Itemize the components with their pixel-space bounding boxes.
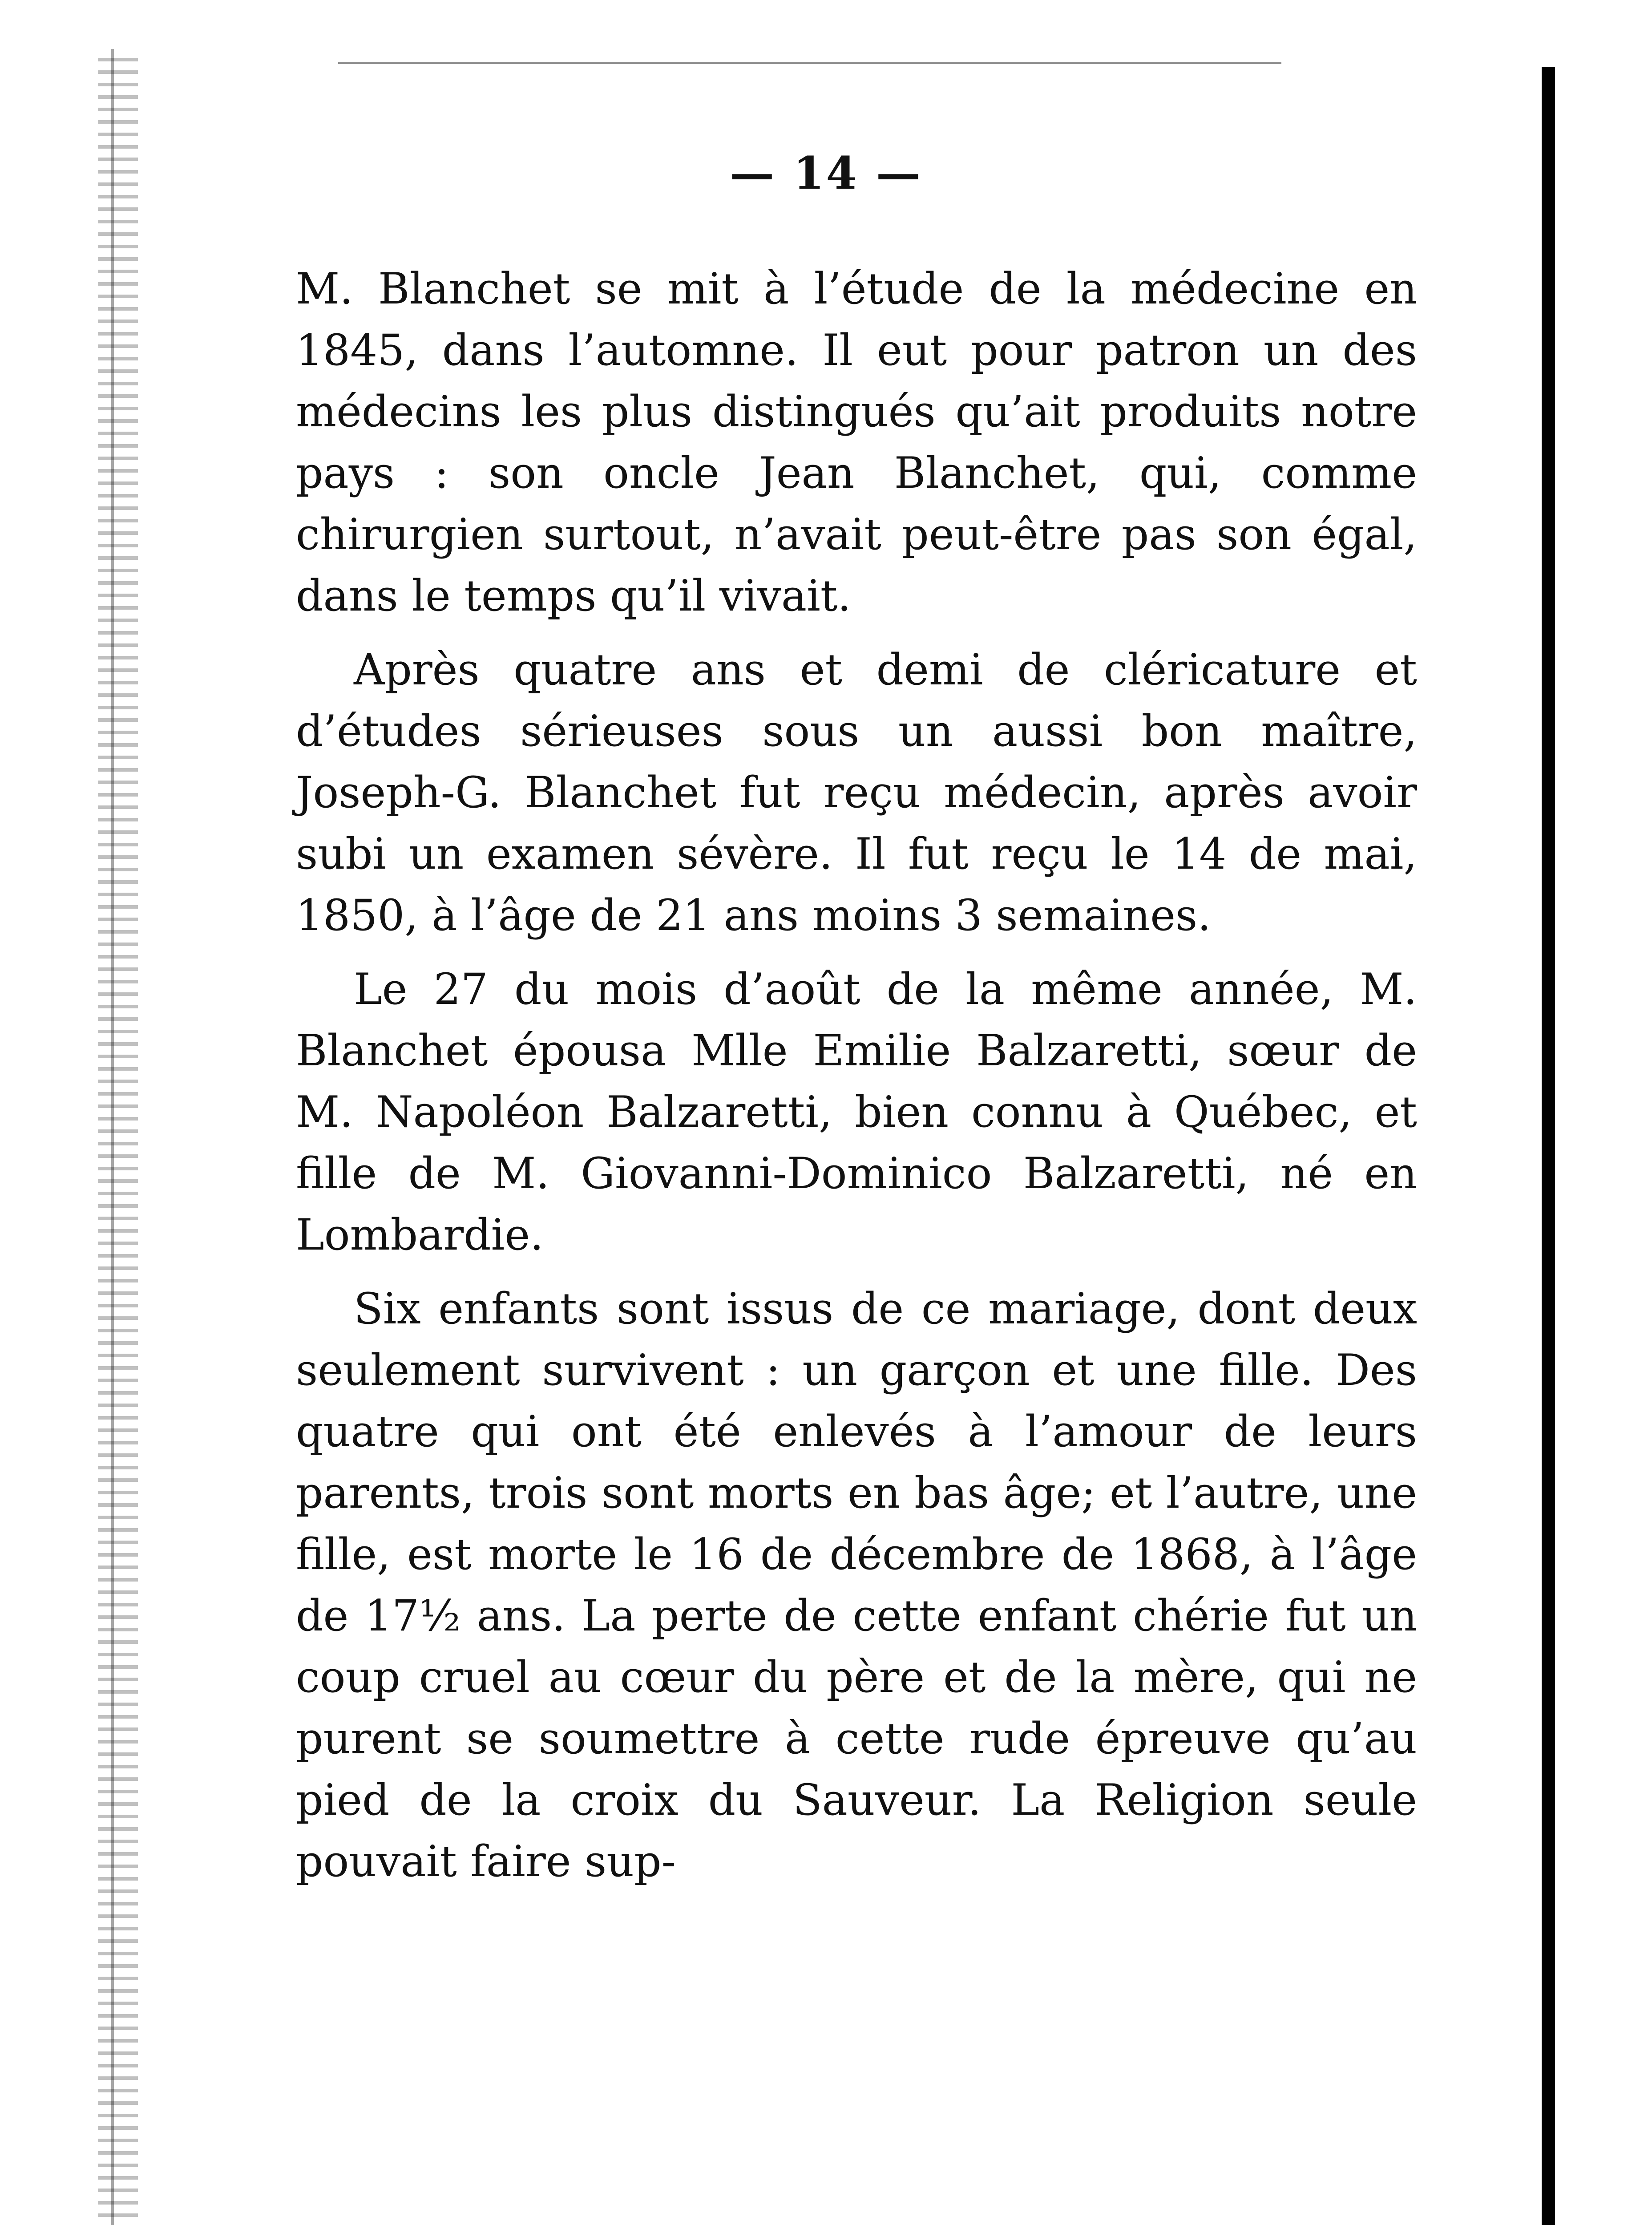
paragraph-2: Après quatre ans et demi de cléricature et d’études sérieuses sous un aussi bon maître, Joseph-G. Blanchet fut reçu médecin, après avoir subi un examen sévère. Il fut reçu le 14 de mai, 1850, à l’âge de 21 ans moins 3 semaines. (296, 645, 1417, 940)
right-scan-edge (1542, 67, 1555, 2225)
page-number: — 14 — (730, 147, 922, 199)
paragraph-4: Six enfants sont issus de ce mariage, dont deux seulement survivent : un garçon et une fille. Des quatre qui ont été enlevés à l’amour de leurs parents, trois sont morts en bas âge; et l’autre, une fille, est morte le 16 de décembre de 1868, à l’âge de 17½ ans. La perte de cette enfant chérie fut un coup cruel au cœur du père et de la mère, qui ne purent se soumettre à cette rude épreuve qu’au pied de la croix du Sauveur. La Religion seule pouvait faire sup- (296, 1284, 1417, 1886)
body-text (296, 258, 1417, 1905)
paragraph-1: M. Blanchet se mit à l’étude de la médecine en 1845, dans l’automne. Il eut pour patron un des médecins les plus distingués qu’ait produits notre pays : son oncle Jean Blanchet, qui, comme chirurgien surtout, n’avait peut-être pas son égal, dans le temps qu’il vivait. (296, 264, 1417, 621)
top-rule (338, 62, 1281, 64)
paragraph-3: Le 27 du mois d’août de la même année, M. Blanchet épousa Mlle Emilie Balzaretti, sœur de M. Napoléon Balzaretti, bien connu à Québec, et fille de M. Giovanni-Dominico Balzaretti, né en Lombardie. (296, 964, 1417, 1260)
left-scan-marks (98, 58, 138, 2225)
